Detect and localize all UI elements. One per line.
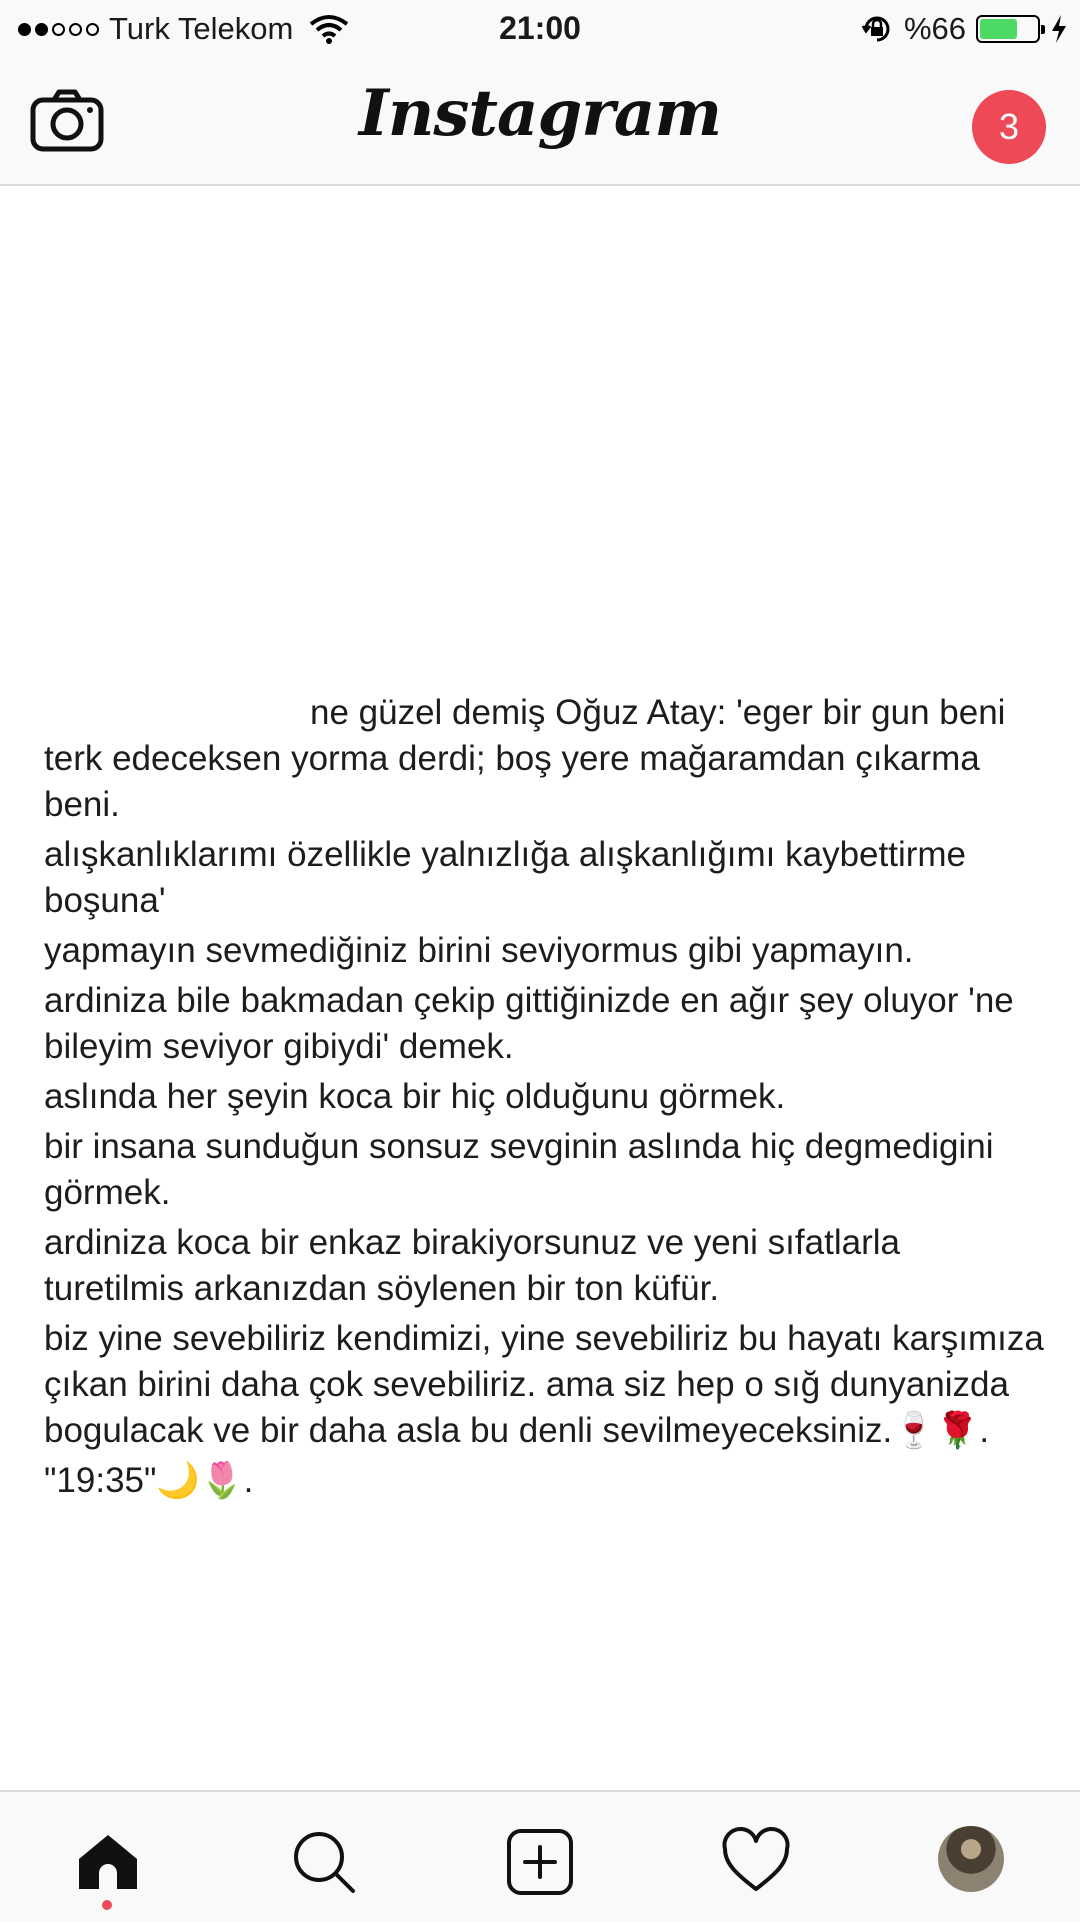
- caption-line: yapmayın sevmediğiniz birini seviyormus gibi yapmayın.: [44, 931, 914, 970]
- caption-line: "19:35"🌙🌷.: [44, 1461, 254, 1500]
- post-image: [0, 186, 1080, 666]
- add-post-icon: [505, 1827, 575, 1897]
- battery-icon: [976, 15, 1040, 43]
- post-caption: [44, 690, 1054, 1508]
- carrier-name: Turk Telekom: [109, 11, 294, 46]
- status-bar: [0, 0, 1080, 58]
- battery-level: [980, 19, 1017, 39]
- battery-percent: %66: [903, 11, 966, 46]
- caption-line: bir insana sunduğun sonsuz sevginin aslında hiç degmedigini görmek.: [44, 1127, 1004, 1212]
- search-icon: [289, 1827, 359, 1897]
- bottom-tab-bar: [0, 1790, 1080, 1922]
- status-right: [860, 10, 1068, 48]
- caption-line: ne güzel demiş Oğuz Atay: 'eger bir gun beni terk edeceksen yorma derdi; boş yere mağaramdan çıkarma beni.: [44, 693, 1016, 824]
- tab-home[interactable]: [70, 1824, 146, 1900]
- tab-activity[interactable]: [718, 1824, 794, 1900]
- caption-line: ardiniza koca bir enkaz birakiyorsunuz ve yeni sıfatlarla turetilmis arkanızdan söylenen bir ton küfür.: [44, 1223, 910, 1308]
- caption-line: ardiniza bile bakmadan çekip gittiğinizde en ağır şey oluyor 'ne bileyim seviyor gibiydi' demek.: [44, 981, 1024, 1066]
- tab-new-post[interactable]: [502, 1824, 578, 1900]
- home-icon: [73, 1827, 143, 1897]
- rotation-lock-icon: [860, 12, 894, 46]
- profile-avatar[interactable]: [938, 1826, 1004, 1892]
- battery-nub: [1041, 25, 1045, 34]
- status-time: 21:00: [499, 10, 581, 46]
- caption-line: aslında her şeyin koca bir hiç olduğunu görmek.: [44, 1077, 786, 1116]
- charging-bolt-icon: [1050, 15, 1068, 43]
- caption-line: biz yine sevebiliriz kendimizi, yine sevebiliriz bu hayatı karşımıza çıkan birini daha çok sevebiliriz. ama siz hep o sığ dunyanizda bogulacak ve bir daha asla bu denli sevilmeyeceksiniz.🍷🌹.: [44, 1319, 1054, 1450]
- home-activity-dot: [102, 1900, 112, 1910]
- notification-badge[interactable]: 3: [972, 90, 1046, 164]
- caption-line: alışkanlıklarımı özellikle yalnızlığa alışkanlığımı kaybettirme boşuna': [44, 835, 976, 920]
- instagram-logo: Instagram: [358, 76, 722, 151]
- heart-icon: [721, 1827, 791, 1897]
- app-header: [0, 58, 1080, 186]
- tab-search[interactable]: [286, 1824, 362, 1900]
